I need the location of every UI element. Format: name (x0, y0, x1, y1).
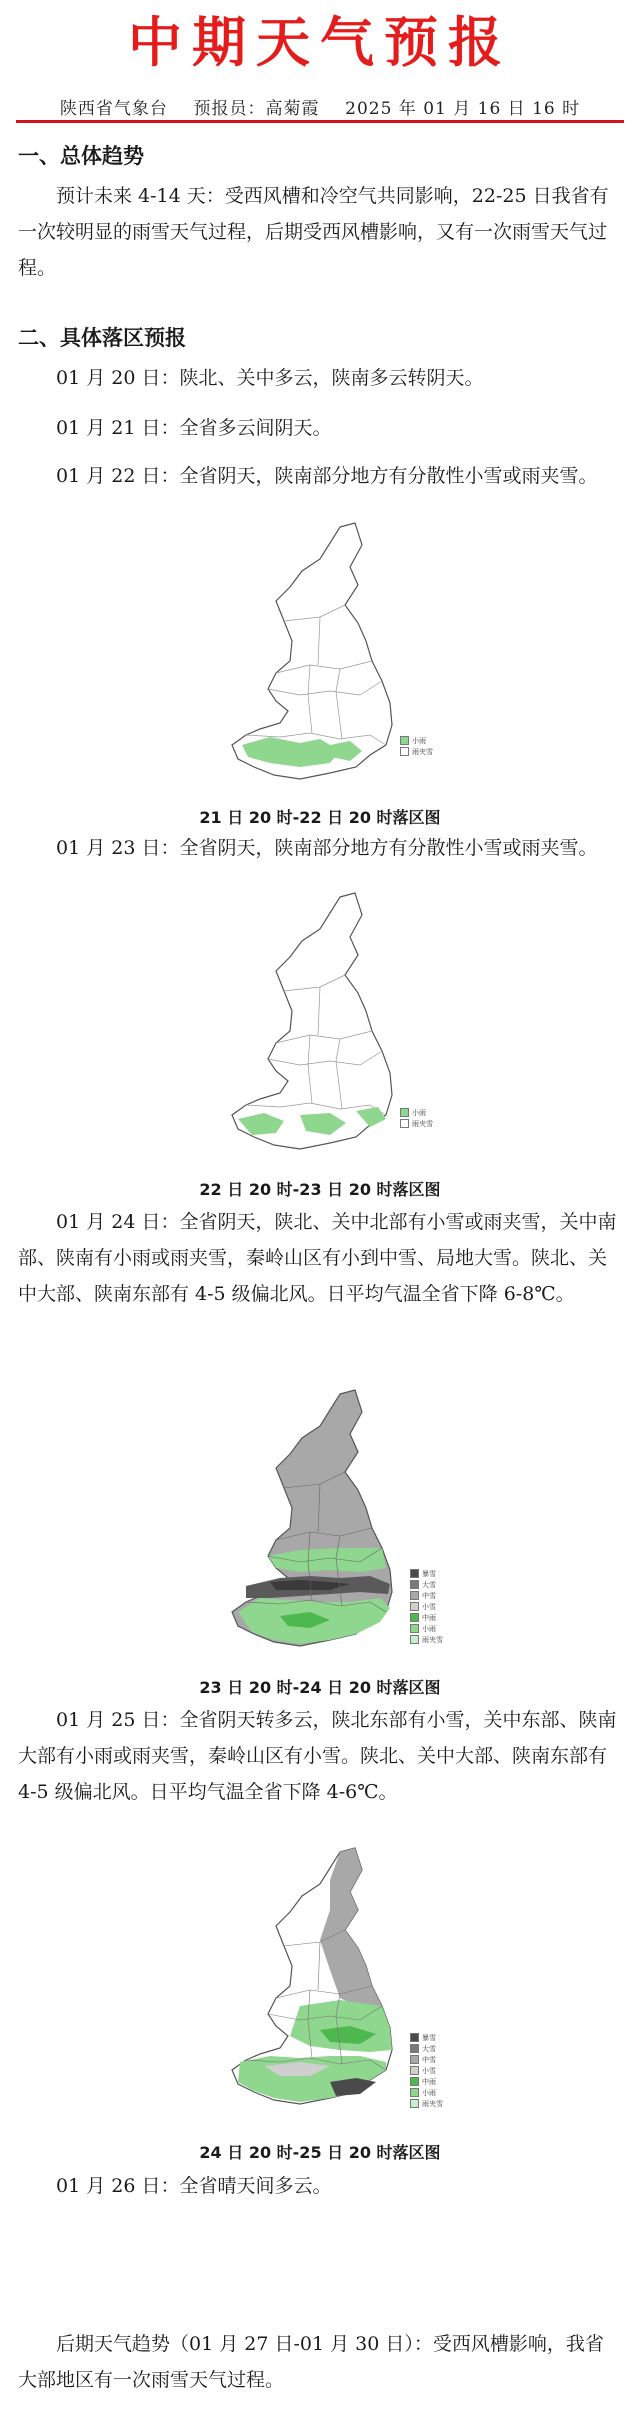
forecaster-label: 预报员：高菊霞 (193, 99, 320, 119)
legend-swatch (410, 2066, 419, 2075)
title-divider (16, 120, 624, 123)
forecast-day-25: 01 月 25 日：全省阴天转多云，陕北东部有小雪，关中东部、陕南大部有小雨或雨夹雪，秦岭山区有小雪。陕北、关中大部、陕南东部有 4-5 级偏北风。日平均气温全省下降 4-6℃。 (18, 1709, 617, 1803)
legend-label: 雨夹雪 (422, 1635, 443, 1644)
forecast-day-26: 01 月 26 日：全省晴天间多云。 (56, 2175, 332, 2197)
legend-label: 小雨 (422, 1624, 436, 1633)
map3-caption: 23 日 20 时-24 日 20 时落区图 (199, 1678, 441, 1697)
legend-label: 雨夹雪 (422, 2099, 443, 2108)
legend-swatch (410, 1580, 419, 1589)
legend-label: 小雪 (422, 2066, 436, 2075)
legend-swatch (410, 2044, 419, 2053)
forecast-day-24: 01 月 24 日：全省阴天，陕北、关中北部有小雪或雨夹雪，关中南部、陕南有小雨或雨夹雪，秦岭山区有小到中雪、局地大雪。陕北、关中大部、陕南东部有 4-5 级偏北风。日平均气温全省下降 6-8℃。 (18, 1211, 617, 1305)
legend-swatch (410, 1569, 419, 1578)
legend-label: 中雪 (422, 2055, 436, 2064)
legend-swatch (410, 1591, 419, 1600)
legend-swatch (410, 2099, 419, 2108)
map4-legend (410, 2032, 443, 2109)
legend-label: 雨夹雪 (412, 747, 433, 756)
map4-caption: 24 日 20 时-25 日 20 时落区图 (199, 2143, 441, 2162)
legend-swatch (410, 1624, 419, 1633)
legend-label: 大雪 (422, 1580, 436, 1589)
legend-swatch (410, 2088, 419, 2097)
forecast-day-23: 01 月 23 日：全省阴天，陕南部分地方有分散性小雪或雨夹雪。 (56, 837, 598, 859)
legend-label: 小雨 (412, 1108, 426, 1117)
legend-swatch (400, 1119, 409, 1128)
legend-label: 雨夹雪 (412, 1119, 433, 1128)
forecast-day-20: 01 月 20 日：陕北、关中多云，陕南多云转阴天。 (56, 367, 484, 389)
legend-swatch (410, 2077, 419, 2086)
map2-caption: 22 日 20 时-23 日 20 时落区图 (199, 1180, 441, 1199)
legend-label: 暴雪 (422, 2033, 436, 2042)
province-outline (232, 523, 392, 779)
legend-swatch (400, 1108, 409, 1117)
forecast-day-21: 01 月 21 日：全省多云间阴天。 (56, 417, 332, 439)
legend-swatch (410, 1602, 419, 1611)
later-trend-text: 后期天气趋势（01 月 27 日-01 月 30 日）：受西风槽影响，我省大部地区有一次雨雪天气过程。 (18, 2333, 604, 2391)
section2-heading: 二、具体落区预报 (18, 326, 186, 350)
document-title: 中期天气预报 (128, 11, 512, 74)
legend-label: 小雨 (412, 736, 426, 745)
legend-swatch (410, 1635, 419, 1644)
forecast-map-1 (180, 505, 480, 805)
legend-label: 小雪 (422, 1602, 436, 1611)
document-meta (0, 94, 640, 119)
map3-legend (410, 1568, 443, 1645)
map2-legend (400, 1107, 433, 1129)
issue-datetime: 2025 年 01 月 16 日 16 时 (345, 99, 581, 119)
section1-text: 预计未来 4-14 天：受西风槽和冷空气共同影响，22-25 日我省有一次较明显的雨雪天气过程，后期受西风槽影响，又有一次雨雪天气过程。 (18, 185, 609, 279)
legend-swatch (400, 747, 409, 756)
legend-label: 暴雪 (422, 1569, 436, 1578)
legend-swatch (400, 736, 409, 745)
map1-legend (400, 735, 433, 757)
section1-heading: 一、总体趋势 (18, 144, 144, 168)
legend-label: 中雨 (422, 1613, 436, 1622)
forecast-day-22: 01 月 22 日：全省阴天，陕南部分地方有分散性小雪或雨夹雪。 (56, 465, 598, 487)
legend-swatch (410, 1613, 419, 1622)
agency-label: 陕西省气象台 (59, 99, 168, 119)
map1-caption: 21 日 20 时-22 日 20 时落区图 (199, 808, 441, 827)
legend-label: 大雪 (422, 2044, 436, 2053)
legend-label: 小雨 (422, 2088, 436, 2097)
legend-label: 中雪 (422, 1591, 436, 1600)
legend-label: 中雨 (422, 2077, 436, 2086)
legend-swatch (410, 2033, 419, 2042)
forecast-map-2 (180, 875, 480, 1175)
legend-swatch (410, 2055, 419, 2064)
